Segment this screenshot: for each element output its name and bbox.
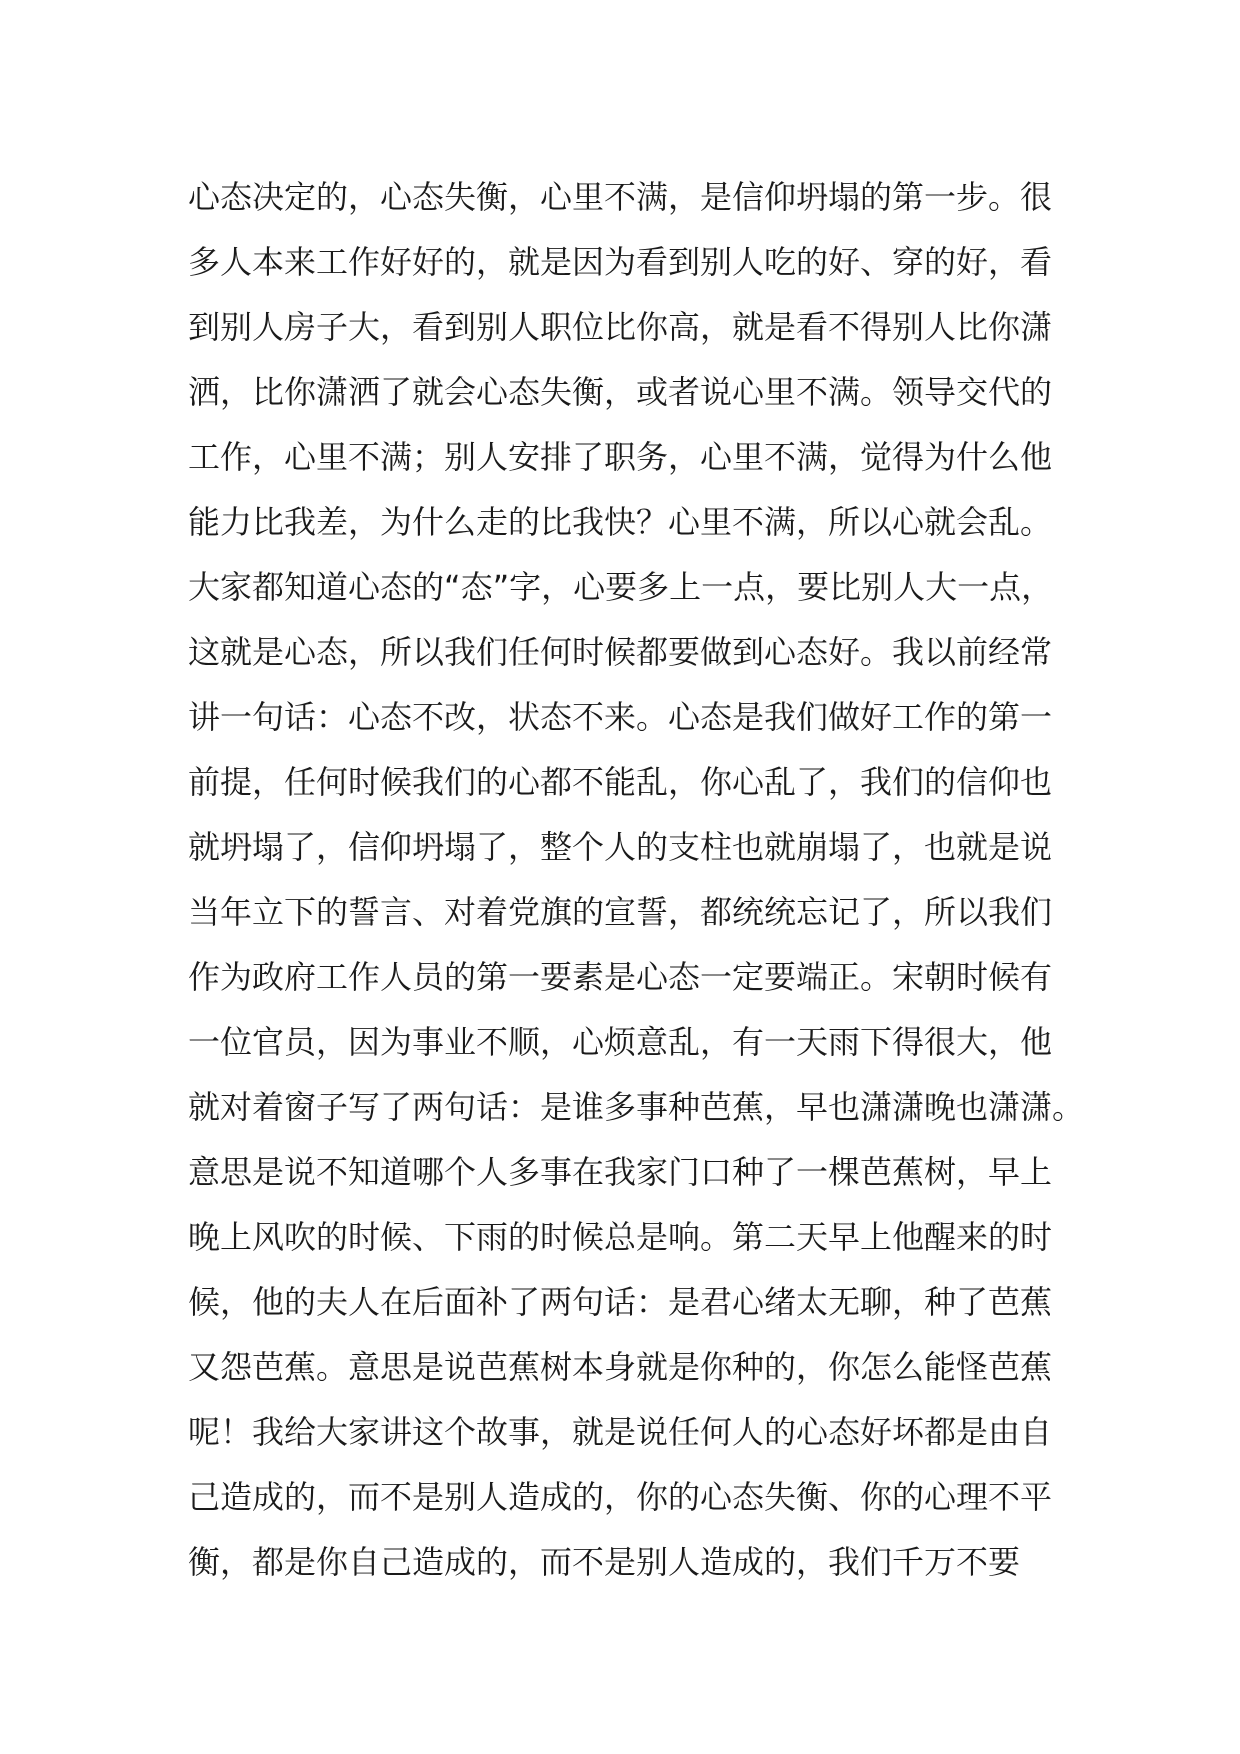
body-text <box>188 165 1088 1595</box>
text-line: 心态决定的，心态失衡，心里不满，是信仰坍塌的第一步。很 <box>188 178 1053 216</box>
text-line: 就坍塌了，信仰坍塌了，整个人的支柱也就崩塌了，也就是说 <box>188 828 1053 866</box>
text-line: 工作，心里不满；别人安排了职务，心里不满，觉得为什么他 <box>188 438 1053 476</box>
text-line: 洒，比你潇洒了就会心态失衡，或者说心里不满。领导交代的 <box>188 373 1053 411</box>
text-line: 到别人房子大，看到别人职位比你高，就是看不得别人比你潇 <box>188 308 1053 346</box>
text-line: 己造成的，而不是别人造成的，你的心态失衡、你的心理不平 <box>188 1478 1053 1516</box>
text-line: 候，他的夫人在后面补了两句话：是君心绪太无聊，种了芭蕉 <box>188 1283 1053 1321</box>
text-line: 一位官员，因为事业不顺，心烦意乱，有一天雨下得很大，他 <box>188 1023 1053 1061</box>
text-line: 衡，都是你自己造成的，而不是别人造成的，我们千万不要 <box>188 1543 1021 1581</box>
text-line: 又怨芭蕉。意思是说芭蕉树本身就是你种的，你怎么能怪芭蕉 <box>188 1348 1053 1386</box>
text-line: 讲一句话：心态不改，状态不来。心态是我们做好工作的第一 <box>188 698 1053 736</box>
text-line: 能力比我差，为什么走的比我快？心里不满，所以心就会乱。 <box>188 503 1053 541</box>
text-line: 就对着窗子写了两句话：是谁多事种芭蕉，早也潇潇晚也潇潇。 <box>188 1088 1085 1126</box>
text-line: 多人本来工作好好的，就是因为看到别人吃的好、穿的好，看 <box>188 243 1053 281</box>
text-line: 晚上风吹的时候、下雨的时候总是响。第二天早上他醒来的时 <box>188 1218 1053 1256</box>
text-line: 这就是心态，所以我们任何时候都要做到心态好。我以前经常 <box>188 633 1053 671</box>
text-line: 呢！我给大家讲这个故事，就是说任何人的心态好坏都是由自 <box>188 1413 1053 1451</box>
text-line: 前提，任何时候我们的心都不能乱，你心乱了，我们的信仰也 <box>188 763 1053 801</box>
text-line: 意思是说不知道哪个人多事在我家门口种了一棵芭蕉树，早上 <box>188 1153 1053 1191</box>
text-line: 当年立下的誓言、对着党旗的宣誓，都统统忘记了，所以我们 <box>188 893 1053 931</box>
text-line: 作为政府工作人员的第一要素是心态一定要端正。宋朝时候有 <box>188 958 1053 996</box>
text-line: 大家都知道心态的“态”字，心要多上一点，要比别人大一点， <box>188 568 1054 606</box>
